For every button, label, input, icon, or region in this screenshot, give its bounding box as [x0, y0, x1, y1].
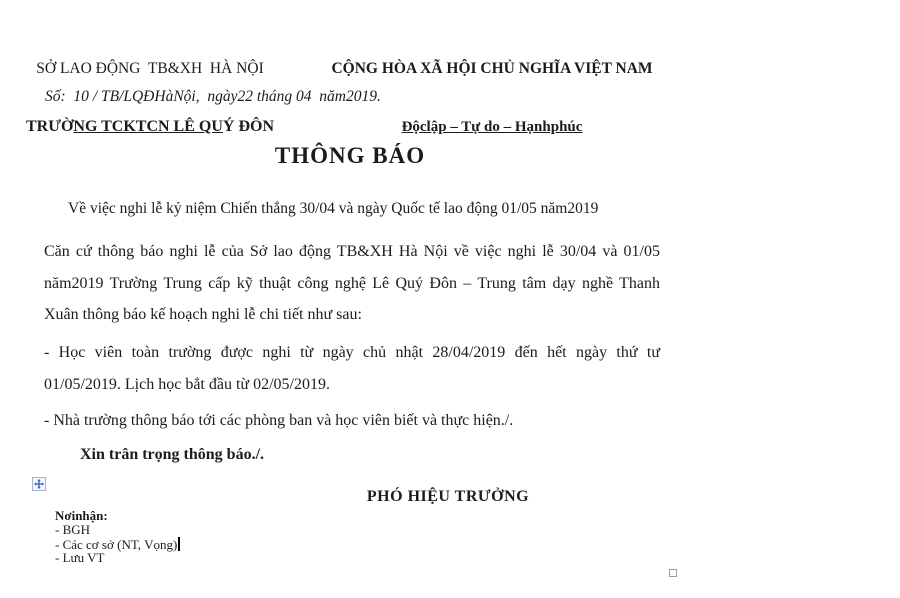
national-motto: Độclập – Tự do – Hạnhphúc [401, 119, 583, 135]
recipient-item: - Lưu VT [55, 550, 105, 566]
paragraph-basis [44, 236, 660, 331]
issuing-org-parent: SỞ LAO ĐỘNG TB&XH HÀ NỘI [36, 60, 264, 77]
recipient-item-text: - Các cơ sở (NT, Vọng) [55, 536, 178, 552]
issuing-org-school [14, 116, 286, 138]
school-name-underlined: NG TCKTCN LÊ QU [73, 118, 223, 135]
paragraph-holiday-schedule [44, 337, 660, 400]
closing-line: Xin trân trọng thông báo./. [80, 446, 265, 463]
signature-title: PHÓ HIỆU TRƯỞNG [366, 488, 530, 505]
resize-handle-square[interactable] [669, 569, 677, 577]
school-name-post: Ý ĐÔN [222, 118, 275, 135]
paragraph-line: Căn cứ thông báo nghi lễ của Sở lao động TB&XH Hà Nội về việc nghi lễ 30/04 và 01/05 [44, 243, 660, 260]
recipients-block [55, 509, 180, 565]
four-way-arrow-icon [34, 479, 44, 489]
paragraph-line: - Nhà trường thông báo tới các phòng ban và học viên biết và thực hiện./. [44, 412, 514, 429]
recipient-item: - BGH [55, 522, 91, 537]
object-anchor-move-handle-icon[interactable] [32, 477, 46, 491]
document-number-date-line: Số: 10 / TB/LQĐHàNội, ngày22 tháng 04 năm2019. [45, 88, 381, 105]
paragraph-line: 01/05/2019. Lịch học bắt đầu từ 02/05/2019. [44, 375, 330, 393]
text-caret [178, 537, 180, 551]
recipients-label: Nơinhận: [55, 508, 108, 523]
paragraph-line: - Học viên toàn trường được nghi từ ngày chủ nhật 28/04/2019 đến hết ngày thứ tư [44, 344, 660, 361]
paragraph-line: năm2019 Trường Trung cấp kỹ thuật công nghệ Lê Quý Đôn – Trung tâm dạy nghề Thanh [44, 274, 660, 292]
school-name-pre: TRƯỜ [25, 118, 74, 135]
paragraph-notify-departments [44, 405, 660, 437]
document-title: THÔNG BÁO [274, 143, 426, 168]
recipient-item [55, 537, 180, 552]
national-title: CỘNG HÒA XÃ HỘI CHỦ NGHĨA VIỆT NAM [331, 60, 653, 77]
paragraph-line: Xuân thông báo kế hoạch nghi lễ chi tiết như sau: [44, 306, 362, 324]
subject-line: Về việc nghi lễ kỷ niệm Chiến thắng 30/04 và ngày Quốc tế lao động 01/05 năm2019 [68, 200, 599, 217]
